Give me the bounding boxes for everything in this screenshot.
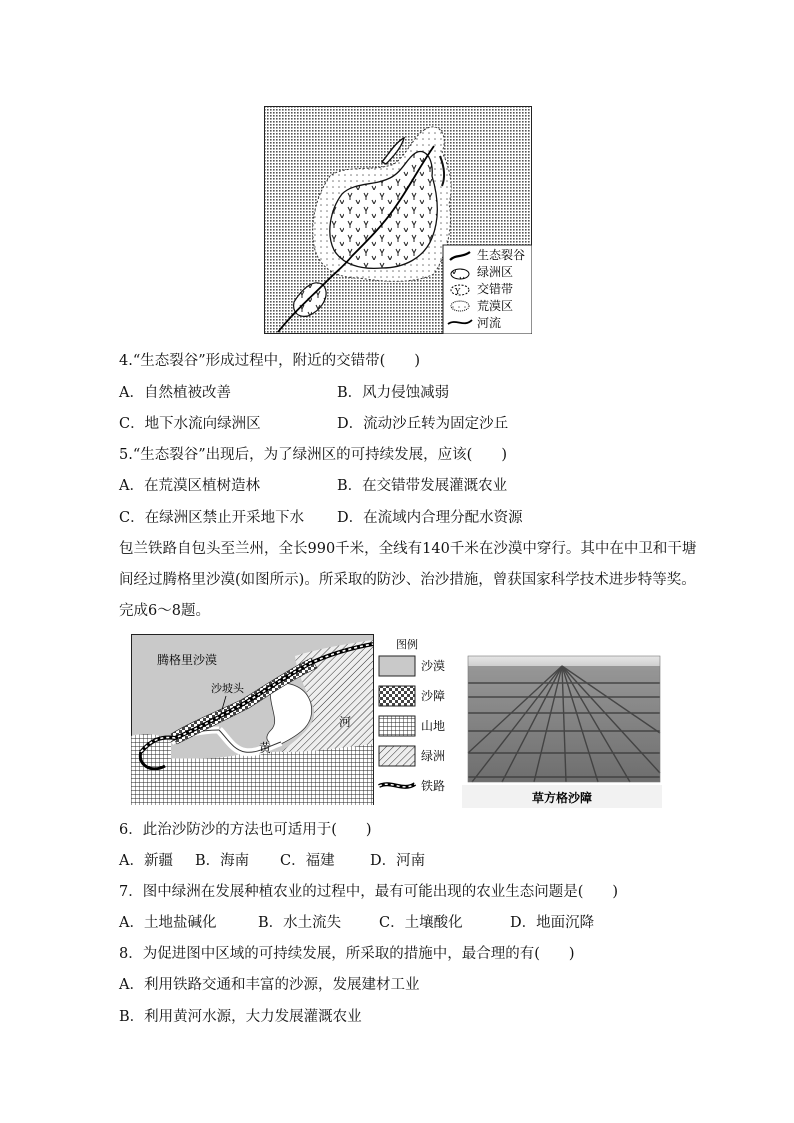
question-8-option-a[interactable]: A．利用铁路交通和丰富的沙源，发展建材工业 — [119, 977, 420, 993]
question-4-option-a[interactable]: A．自然植被改善 — [119, 385, 231, 401]
question-7-stem: 7．图中绿洲在发展种植农业的过程中，最有可能出现的农业生态问题是( ) — [119, 884, 619, 900]
legend1-desert: 荒漠区 — [477, 299, 514, 313]
question-4-stem: 4.“生态裂谷”形成过程中，附近的交错带( ) — [119, 353, 420, 369]
question-5-option-d[interactable]: D．在流域内合理分配水资源 — [337, 510, 523, 526]
legend2-title: 图例 — [396, 638, 418, 651]
question-7-option-a[interactable]: A．土地盐碱化 — [119, 915, 217, 931]
straw-checkerboard-photo — [462, 653, 662, 808]
legend2-oasis: 绿洲 — [421, 749, 446, 763]
figure-ecological-rift-map — [264, 106, 532, 334]
question-6-option-a[interactable]: A．新疆 — [119, 853, 173, 869]
question-7-option-d[interactable]: D．地面沉降 — [510, 915, 595, 931]
figure1-legend — [443, 245, 532, 334]
question-8-option-b[interactable]: B．利用黄河水源，大力发展灌溉农业 — [119, 1009, 362, 1025]
svg-text:Y: Y — [455, 287, 461, 296]
question-6-stem: 6．此治沙防沙的方法也可适用于( ) — [119, 822, 372, 838]
question-5-option-c[interactable]: C．在绿洲区禁止开采地下水 — [119, 510, 305, 526]
legend2-desert: 沙漠 — [421, 659, 446, 673]
map-label-he: 河 — [339, 715, 352, 729]
map-label-tengger: 腾格里沙漠 — [157, 653, 218, 667]
legend1-rift: 生态裂谷 — [477, 248, 526, 262]
figure-baolan-railway-map — [131, 634, 453, 806]
legend1-oasis: 绿洲区 — [477, 265, 514, 279]
question-8-stem: 8．为促进图中区域的可持续发展，所采取的措施中，最合理的有( ) — [119, 946, 575, 962]
legend2-railway: 铁路 — [421, 779, 446, 793]
figure2-legend — [379, 637, 445, 793]
question-6-option-d[interactable]: D．河南 — [370, 853, 426, 869]
question-7-option-c[interactable]: C．土壤酸化 — [379, 915, 463, 931]
legend1-river: 河流 — [477, 316, 502, 330]
question-7-option-b[interactable]: B．水土流失 — [258, 915, 342, 931]
intro-line-2: 间经过腾格里沙漠(如图所示)。所采取的防沙、治沙措施，曾获国家科学技术进步特等奖。 — [119, 572, 696, 588]
question-5-option-b[interactable]: B．在交错带发展灌溉农业 — [337, 478, 508, 494]
map-label-shapotou: 沙坡头 — [211, 682, 244, 695]
question-4-option-c[interactable]: C．地下水流向绿洲区 — [119, 416, 261, 432]
map-label-huang: 黄 — [259, 741, 272, 755]
legend2-barrier: 沙障 — [421, 689, 446, 703]
intro-line-1: 包兰铁路自包头至兰州，全长990千米，全线有140千米在沙漠中穿行。其中在中卫和干塘 — [119, 541, 697, 557]
legend1-ecotone: 交错带 — [477, 282, 514, 296]
question-5-option-a[interactable]: A．在荒漠区植树造林 — [119, 478, 260, 494]
question-4-option-b[interactable]: B．风力侵蚀减弱 — [337, 385, 450, 401]
question-5-stem: 5.“生态裂谷”出现后，为了绿洲区的可持续发展，应该( ) — [119, 447, 507, 463]
question-6-option-c[interactable]: C．福建 — [280, 853, 335, 869]
photo-caption: 草方格沙障 — [531, 791, 593, 805]
intro-line-3: 完成6～8题。 — [119, 603, 210, 619]
question-4-option-d[interactable]: D．流动沙丘转为固定沙丘 — [337, 416, 509, 432]
question-6-option-b[interactable]: B．海南 — [195, 853, 250, 869]
legend2-mountain: 山地 — [421, 719, 446, 733]
